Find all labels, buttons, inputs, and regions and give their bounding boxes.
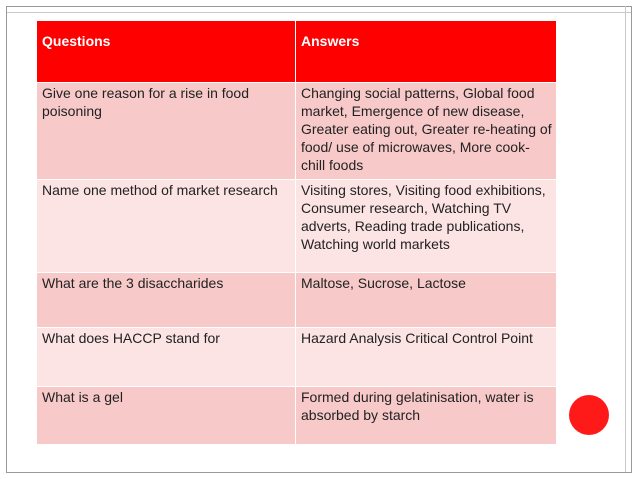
slide-frame-right: [631, 6, 632, 472]
header-questions: Questions: [37, 21, 296, 83]
answer-cell: Formed during gelatinisation, water is absorbed by starch: [296, 387, 557, 445]
slide-frame-bottom: [6, 472, 632, 473]
slide-frame-left: [6, 6, 7, 472]
answer-cell: Visiting stores, Visiting food exhibitions, Consumer research, Watching TV adverts, Reading trade publications, Watching world markets: [296, 180, 557, 273]
answer-cell: Changing social patterns, Global food market, Emergence of new disease, Greater eating out, Greater re-heating of food/ use of microwaves, More cook-chill foods: [296, 83, 557, 180]
table-row: [37, 83, 557, 180]
question-cell: Name one method of market research: [37, 180, 296, 273]
question-cell: What does HACCP stand for: [37, 328, 296, 387]
question-cell: What is a gel: [37, 387, 296, 445]
table-row: [37, 273, 557, 328]
table-row: [37, 387, 557, 445]
slide-frame-top-inner: [6, 12, 632, 13]
table-row: [37, 328, 557, 387]
accent-circle-decoration: [569, 395, 609, 435]
question-cell: Give one reason for a rise in food poisoning: [37, 83, 296, 180]
table-row: [37, 180, 557, 273]
answer-cell: Maltose, Sucrose, Lactose: [296, 273, 557, 328]
question-cell: What are the 3 disaccharides: [37, 273, 296, 328]
header-answers: Answers: [296, 21, 557, 83]
answer-cell: Hazard Analysis Critical Control Point: [296, 328, 557, 387]
slide-frame-top: [6, 6, 632, 7]
qa-table: [36, 20, 557, 445]
table-header-row: [37, 21, 557, 83]
slide-frame-right-inner: [625, 6, 626, 472]
